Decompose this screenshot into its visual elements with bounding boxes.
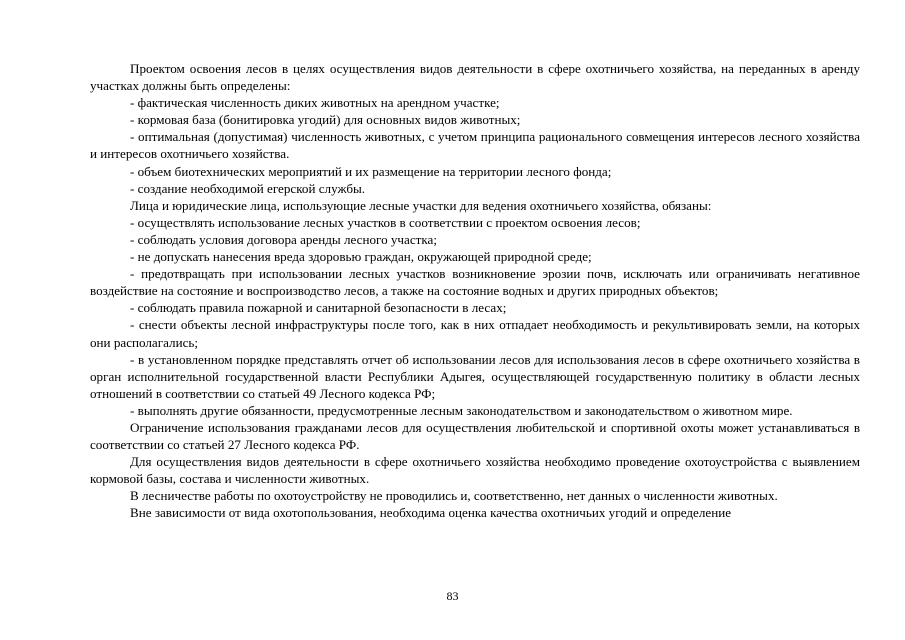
paragraph-no-data: В лесничестве работы по охотоустройству не проводились и, соответственно, нет данных о численности животных. (130, 488, 778, 504)
page-number: 83 (446, 589, 459, 603)
paragraph-intro: Проектом освоения лесов в целях осуществления видов деятельности в сфере охотничьего хозяйства, на переданных в аренду участках должны быть определены: (90, 61, 860, 94)
list-item-lease-terms: - соблюдать условия договора аренды лесного участка; (130, 231, 437, 247)
list-item-report: - в установленном порядке представлять отчет об использовании лесов для использования лесов в сфере охотничьего хозяйства в орган исполнительной государственной власти Республики Адыгея, осуществляющей государственную политику в области лесных отношений в соответствии со статьей 49 Лесного кодекса РФ; (90, 351, 860, 401)
list-item-animal-count: - фактическая численность диких животных на арендном участке; (130, 95, 500, 111)
list-item-other-duties: - выполнять другие обязанности, предусмотренные лесным законодательством и законодательством о животном мире. (130, 402, 793, 418)
list-item-food-base: - кормовая база (бонитировка угодий) для основных видов животных; (130, 112, 521, 128)
document-body (90, 60, 860, 522)
list-item-biotechnical: - объем биотехнических мероприятий и их размещение на территории лесного фонда; (130, 163, 612, 179)
list-item-use-per-project: - осуществлять использование лесных участков в соответствии с проектом освоения лесов; (130, 214, 641, 230)
paragraph-restriction: Ограничение использования гражданами лесов для осуществления любительской и спортивной охоты может устанавливаться в соответствии со статьей 27 Лесного кодекса РФ. (90, 419, 860, 453)
paragraph-assessment: Вне зависимости от вида охотопользования, необходима оценка качества охотничьих угодий и определение (130, 505, 732, 521)
paragraph-obligations: Лица и юридические лица, использующие лесные участки для ведения охотничьего хозяйства, обязаны: (130, 197, 712, 213)
list-item-infrastructure: - снести объекты лесной инфраструктуры после того, как в них отпадает необходимость и рекультивировать земли, на которых они располагались; (90, 317, 860, 350)
list-item-ranger-service: - создание необходимой егерской службы. (130, 180, 366, 196)
list-item-erosion: - предотвращать при использовании лесных участков возникновение эрозии почв, исключать или ограничивать негативное воздействие на состояние и воспроизводство лесов, а также на состояние водных и других природных объектов; (90, 266, 860, 299)
list-item-fire-safety: - соблюдать правила пожарной и санитарной безопасности в лесах; (130, 300, 507, 316)
list-item-optimal-count: - оптимальная (допустимая) численность животных, с учетом принципа рационального совмещения интересов лесного хозяйства и интересов охотничьего хозяйства. (90, 129, 860, 162)
list-item-no-harm: - не допускать нанесения вреда здоровью граждан, окружающей природной среде; (130, 249, 592, 265)
paragraph-hunting-survey: Для осуществления видов деятельности в сфере охотничьего хозяйства необходимо проведение охотоустройства с выявлением кормовой базы, состава и численности животных. (90, 454, 860, 487)
